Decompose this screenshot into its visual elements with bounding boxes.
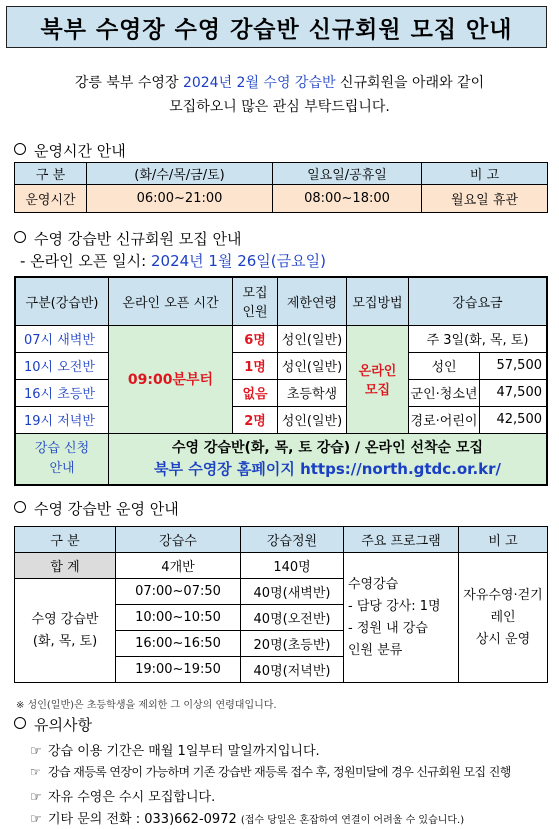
- total-capacity: 140명: [241, 553, 344, 579]
- class-count: 2명: [233, 406, 278, 433]
- section-title: 운영시간 안내: [34, 142, 126, 160]
- recruit-method: 온라인 모집: [347, 325, 409, 433]
- header-cell: 비 고: [422, 163, 548, 185]
- header-cell: 구 분: [15, 527, 116, 553]
- fee-header: 주 3일(화, 목, 토): [409, 325, 548, 352]
- total-classes: 4개반: [116, 553, 241, 579]
- circle-bullet-icon: [14, 717, 26, 729]
- class-time: 07:00~07:50: [116, 579, 241, 605]
- class-age: 성인(일반): [278, 352, 347, 379]
- fee-price: 57,500: [480, 352, 548, 379]
- class-name: 07시 새벽반: [15, 325, 109, 352]
- notice-text: 강습 이용 기간은 매월 1일부터 말일까지입니다.: [48, 744, 320, 759]
- class-capacity: 40명(새벽반): [241, 579, 344, 605]
- class-time: 16:00~16:50: [116, 631, 241, 657]
- section-title: 수영 강습반 신규회원 모집 안내: [34, 230, 242, 248]
- intro-text-post: 신규회원을 아래와 같이: [335, 75, 485, 91]
- header-cell: 모집 인원: [233, 277, 278, 325]
- class-capacity: 20명(초등반): [241, 631, 344, 657]
- class-name: 10시 오전반: [15, 352, 109, 379]
- fee-label: 군인·청소년: [409, 379, 480, 406]
- apply-label: 강습 신청 안내: [15, 433, 109, 485]
- pointing-hand-icon: ☞: [30, 790, 42, 805]
- group-label: 수영 강습반 (화, 목, 토): [15, 579, 116, 683]
- notice-text: 자유 수영은 수시 모집합니다.: [48, 790, 216, 805]
- class-age: 성인(일반): [278, 325, 347, 352]
- page-title: 북부 수영장 수영 강습반 신규회원 모집 안내: [6, 6, 547, 48]
- table-cell: 운영시간: [15, 185, 87, 213]
- pointing-hand-icon: ☞: [30, 744, 42, 759]
- class-capacity: 40명(오전반): [241, 605, 344, 631]
- section-operating-hours-heading: [14, 140, 126, 161]
- remark-cell: 자유수영·걷기 레인 상시 운영: [459, 553, 548, 683]
- open-date-label: - 온라인 오픈 일시:: [20, 252, 151, 270]
- program-cell: 수영강습 - 담당 강사: 1명 - 정원 내 강습 인원 분류: [344, 553, 459, 683]
- table-cell: 08:00~18:00: [273, 185, 422, 213]
- section-title: 유의사항: [34, 716, 92, 734]
- class-age: 초등학생: [278, 379, 347, 406]
- class-name: 19시 저녁반: [15, 406, 109, 433]
- apply-line1: 수영 강습반(화, 목, 토 강습) / 온라인 선착순 모집: [172, 439, 483, 456]
- class-count: 6명: [233, 325, 278, 352]
- header-cell: 모집방법: [347, 277, 409, 325]
- fee-price: 47,500: [480, 379, 548, 406]
- header-cell: 제한연령: [278, 277, 347, 325]
- notice-item: [30, 786, 215, 805]
- open-date-line: [20, 250, 326, 271]
- table-cell: 월요일 휴관: [422, 185, 548, 213]
- circle-bullet-icon: [14, 231, 26, 243]
- header-cell: 주요 프로그램: [344, 527, 459, 553]
- section-title: 수영 강습반 운영 안내: [34, 500, 179, 518]
- phone-note: (접수 당일은 혼잡하여 연결이 어려울 수 있습니다.): [240, 815, 465, 826]
- header-cell: 구 분: [15, 163, 87, 185]
- notice-item: [30, 740, 320, 759]
- header-cell: 일요일/공휴일: [273, 163, 422, 185]
- total-label: 합 계: [15, 553, 116, 579]
- notice-item: [30, 763, 511, 780]
- class-count: 없음: [233, 379, 278, 406]
- operating-hours-table: [14, 162, 548, 213]
- section-recruit-heading: [14, 228, 241, 249]
- age-note: ※ 성인(일반)은 초등학생을 제외한 그 이상의 연령대입니다.: [16, 700, 277, 711]
- header-cell: 온라인 오픈 시간: [109, 277, 233, 325]
- circle-bullet-icon: [14, 143, 26, 155]
- header-cell: 강습요금: [409, 277, 548, 325]
- recruit-table: [14, 276, 548, 486]
- header-cell: 비 고: [459, 527, 548, 553]
- table-cell: 06:00~21:00: [87, 185, 273, 213]
- notice-text: 기타 문의 전화 : 033)662-0972: [48, 812, 237, 827]
- notice-item: [30, 808, 464, 827]
- open-time: 09:00분부터: [109, 325, 233, 433]
- intro: [0, 71, 559, 119]
- apply-homepage-link[interactable]: 북부 수영장 홈페이지 https://north.gtdc.or.kr/: [154, 459, 501, 478]
- section-operation-heading: [14, 498, 179, 519]
- intro-line2: 모집하오니 많은 관심 부탁드립니다.: [169, 99, 390, 115]
- class-age: 성인(일반): [278, 406, 347, 433]
- class-count: 1명: [233, 352, 278, 379]
- header-cell: 강습정원: [241, 527, 344, 553]
- intro-highlight: 2024년 2월 수영 강습반: [182, 75, 336, 91]
- pointing-hand-icon: ☞: [30, 812, 42, 827]
- circle-bullet-icon: [14, 501, 26, 513]
- fee-label: 성인: [409, 352, 480, 379]
- operation-table: [14, 526, 548, 683]
- section-notice-heading: [14, 714, 92, 735]
- fee-label: 경로·어린이: [409, 406, 480, 433]
- class-time: 10:00~10:50: [116, 605, 241, 631]
- notice-text: 강습 재등록 연장이 가능하며 기존 강습반 재등록 접수 후, 정원미달에 경우 신규회원 모집 진행: [48, 765, 511, 779]
- header-cell: 강습수: [116, 527, 241, 553]
- pointing-hand-icon: ☞: [30, 765, 41, 779]
- class-capacity: 40명(저녁반): [241, 657, 344, 683]
- header-cell: 구분(강습반): [15, 277, 109, 325]
- fee-price: 42,500: [480, 406, 548, 433]
- class-time: 19:00~19:50: [116, 657, 241, 683]
- intro-text: 강릉 북부 수영장: [74, 75, 183, 91]
- class-name: 16시 초등반: [15, 379, 109, 406]
- open-date: 2024년 1월 26일(금요일): [150, 252, 326, 270]
- header-cell: (화/수/목/금/토): [87, 163, 273, 185]
